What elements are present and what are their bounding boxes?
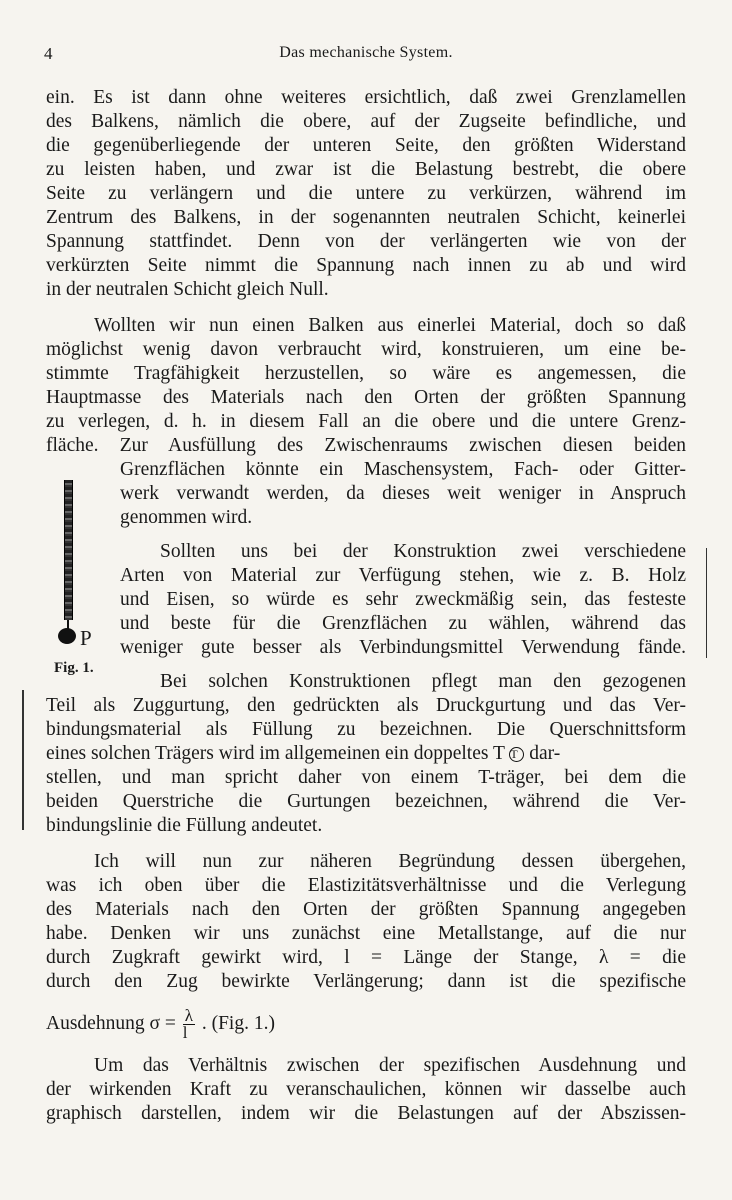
margin-mark — [706, 548, 707, 658]
text-line: Arten von Material zur Verfügung stehen, wie z. B. Holz — [120, 565, 686, 586]
page-number: 4 — [44, 44, 53, 63]
text-line: und Eisen, so würde es sehr zweckmäßig sein, das festeste — [120, 589, 686, 610]
text-line: zu leisten haben, und zwar ist die Belastung bestrebt, die obere — [46, 159, 686, 180]
text-line: Grenzflächen könnte ein Maschensystem, Fach- oder Gitter- — [120, 459, 686, 480]
text-line: stimmte Tragfähigkeit herzustellen, so wäre es angemessen, die — [46, 363, 686, 384]
text-line: die gegenüberliegende der unteren Seite, den größten Widerstand — [46, 135, 686, 156]
figure-1 — [54, 480, 104, 690]
text-line: durch Zugkraft gewirkt wird, l = Länge der Stange, λ = die — [46, 947, 686, 968]
formula-line — [46, 1008, 686, 1041]
text-line: des Balkens, nämlich die obere, auf der Zugseite befindliche, und — [46, 111, 686, 132]
text-line: was ich oben über die Elastizitätsverhältnisse und die Verlegung — [46, 875, 686, 896]
text-line: bindungsmaterial als Füllung zu bezeichnen. Die Querschnittsform — [46, 719, 686, 740]
text-line: Teil als Zuggurtung, den gedrückten als Druckgurtung und das Ver- — [46, 695, 686, 716]
text-line: Ich will nun zur näheren Begründung dessen übergehen, — [94, 851, 686, 872]
figure-caption: Fig. 1. — [54, 660, 94, 676]
text-line: habe. Denken wir uns zunächst eine Metallstange, auf die nur — [46, 923, 686, 944]
text-line: werk verwandt werden, da dieses weit weniger in Anspruch — [120, 483, 686, 504]
text-line: bindungslinie die Füllung andeutet. — [46, 815, 323, 836]
text-line: beiden Querstriche die Gurtungen bezeichnen, während die Ver- — [46, 791, 686, 812]
text-line: stellen, und man spricht daher von einem T-träger, bei dem die — [46, 767, 686, 788]
text-line: Spannung stattfindet. Denn von der verlängerten wie von der — [46, 231, 686, 252]
text-line: in der neutralen Schicht gleich Null. — [46, 279, 329, 300]
text-line: Zentrum des Balkens, in der sogenannten neutralen Schicht, keinerlei — [46, 207, 686, 228]
text-line-with-symbol — [46, 742, 686, 766]
text-line: genommen wird. — [120, 507, 253, 528]
running-title: Das mechanische System. — [279, 44, 453, 61]
text-fragment: Ausdehnung σ = — [46, 1012, 176, 1034]
text-line: möglichst wenig davon verbraucht wird, konstruieren, um eine be- — [46, 339, 686, 360]
text-line: zu verlegen, d. h. in diesem Fall an die obere und die untere Grenz- — [46, 411, 686, 432]
fraction-numerator: λ — [184, 1006, 193, 1025]
text-line: Bei solchen Konstruktionen pflegt man den gezogenen — [160, 671, 686, 692]
text-line: Sollten uns bei der Konstruktion zwei verschiedene — [160, 541, 686, 562]
text-line: des Materials nach den Orten der größten Spannung angegeben — [46, 899, 686, 920]
text-line: verkürzten Seite nimmt die Spannung nach innen zu ab und wird — [46, 255, 686, 276]
text-fragment: eines solchen Trägers wird im allgemeinen ein doppeltes T — [46, 743, 505, 764]
fraction — [183, 1008, 195, 1041]
fraction-denominator: l — [182, 1023, 188, 1042]
text-fragment: . (Fig. 1.) — [201, 1012, 275, 1034]
weight-icon — [58, 628, 76, 644]
text-line: und beste für die Grenzflächen zu wählen, während das — [120, 613, 686, 634]
text-line: der wirkenden Kraft zu veranschaulichen, können wir dasselbe auch — [46, 1079, 686, 1100]
text-fragment: dar- — [529, 743, 561, 764]
double-t-symbol-icon: T — [509, 747, 524, 762]
text-line: weniger gute besser als Verbindungsmittel Verwendung fände. — [120, 637, 686, 658]
metal-rod-icon — [64, 480, 73, 620]
text-line: fläche. Zur Ausfüllung des Zwischenraums zwischen diesen beiden — [46, 435, 686, 456]
text-line: Wollten wir nun einen Balken aus einerlei Material, doch so daß — [94, 315, 686, 336]
margin-mark — [22, 690, 24, 830]
text-line: graphisch darstellen, indem wir die Belastungen auf der Abszissen- — [46, 1103, 686, 1124]
text-line: ein. Es ist dann ohne weiteres ersichtlich, daß zwei Grenzlamellen — [46, 87, 686, 108]
text-line: Um das Verhältnis zwischen der spezifischen Ausdehnung und — [94, 1055, 686, 1076]
text-line: durch den Zug bewirkte Verlängerung; dann ist die spezifische — [46, 971, 686, 992]
text-line: Seite zu verlängern und die untere zu verkürzen, während im — [46, 183, 686, 204]
text-line: Hauptmasse des Materials nach den Orten der größten Spannung — [46, 387, 686, 408]
weight-label: P — [80, 626, 92, 650]
